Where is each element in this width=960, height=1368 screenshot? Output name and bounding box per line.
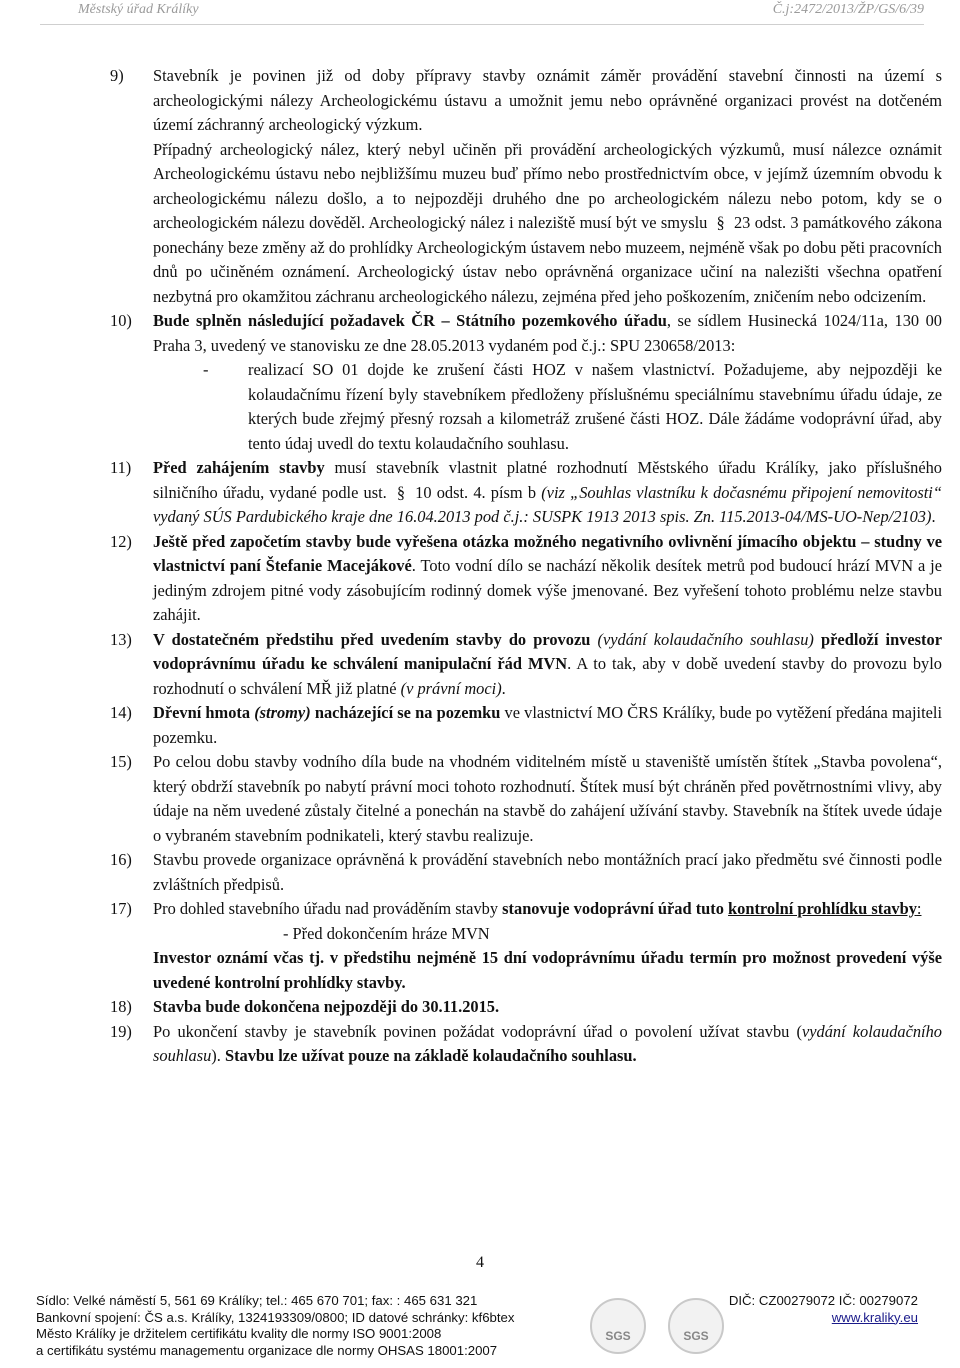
page-number: 4 [476,1254,484,1271]
condition-13 [110,628,942,702]
paragraph-sign: § [716,213,725,232]
condition-10 [110,309,942,358]
paragraph-sign: § [396,482,406,502]
sgs-certification-seal-logo: SGS [668,1298,724,1354]
item-number: 11) [110,458,132,477]
condition-15 [110,750,942,848]
footer-bank: Bankovní spojení: ČS a.s. Králíky, 1324193309/0800; ID datové schránky: kf6btex [36,1309,515,1325]
inspection-notice: Investor oznámí včas tj. v předstihu nejméně 15 dní vodoprávnímu úřadu termín pro možnost provedení výše uvedené kontrolní prohlídky stavby. [153,948,942,992]
item-text: Před zahájením stavby musí stavebník vlastnit platné rozhodnutí Městského úřadu Králíky, jako příslušného silničního úřadu, vydané podle ust. § 10 odst. 4. písm b (viz „Souhlas vlastníku k dočasnému připojení nemovitosti“ vydaný SÚS Pardubického kraje dne 16.04.2013 pod č.j.: SUSPK 1913 2013 spis. Zn. 115.2013-04/MS-UO-Nep/2103). [153,458,942,526]
item-text: V dostatečném předstihu před uvedením stavby do provozu (vydání kolaudačního souhlasu) předloží investor vodoprávnímu úřadu ke schválení manipulační řád MVN. A to tak, aby v době uvedení stavby do provozu bylo rozhodnutí o schválení MŘ již platné (v právní moci). [153,629,942,698]
item-text: Pro dohled stavebního úřadu nad prováděním stavby stanovuje vodoprávní úřad tuto kontrolní prohlídku stavby: [153,899,922,918]
sgs-certification-seal-logo: SGS [590,1298,646,1354]
dash-marker: - [203,360,209,379]
condition-16 [110,848,942,897]
footer-ohsas-certificate: a certifikátu systému managementu organizace dle normy OHSAS 18001:2007 [36,1342,498,1358]
item-number: 14) [110,703,132,722]
item-text: Stavba bude dokončena nejpozději do 30.11.2015. [153,997,500,1016]
condition-19 [110,1020,942,1069]
condition-10-subitem [110,358,942,456]
item-text: Po ukončení stavby je stavebník povinen požádat vodoprávní úřad o povolení užívat stavbu (vydání kolaudačního souhlasu). Stavbu lze užívat pouze na základě kolaudačního souhlasu. [153,1021,942,1065]
footer-tax-ids: DIČ: CZ00279072 IČ: 00279072 [728,1293,918,1308]
item-text-continued: Případný archeologický nález, který nebyl učiněn při provádění archeologických výzkumů, musí nálezce oznámit Archeologickému ústavu nebo nejbližšímu muzeu buď přímo nebo prostřednictvím obce, v jejímž územním obvodu k archeologickému nálezu došlo, a to nejpozději druhého dne po archeologickém nálezu nebo potom, kdy se o archeologickém nálezu dověděl. Archeologický nález i naleziště musí být ve smyslu § 23 odst. 3 památkového zákona ponechány beze změny až do prohlídky Archeologickým ústavem nebo muzeem, nejméně však po dobu pěti pracovních dnů po učiněném oznámení. Archeologický ústav nebo oprávněná organizace učiní na nalezišti všechna opatření nezbytná pro okamžitou záchranu archeologického nálezu, zejména před jeho poškozením, zničením nebo odcizením. [153,139,942,306]
item-number: 19) [110,1021,132,1041]
item-text: Ještě před započetím stavby bude vyřešena otázka možného negativního ovlivnění jímacího objektu – studny ve vlastnictví paní Štefanie Macejákové. Toto vodní dílo se nachází několik desítek metrů pod budoucí hrází MVN a je jediným zdrojem pitné vody zásobujícím rodinný domek výše jmenované. Bez vyřešení tohoto problému nelze stavbu zahájit. [153,531,942,624]
item-number: 15) [110,752,132,771]
condition-11 [110,456,942,530]
item-text: Stavbu provede organizace oprávněná k provádění stavebních nebo montážních prací jako předmětu své činnosti podle zvláštních předpisů. [153,850,942,894]
item-number: 10) [110,311,132,330]
condition-18 [110,995,942,1020]
item-number: 16) [110,850,132,869]
footer-iso-certificate: Město Králíky je držitelem certifikátu kvality dle normy ISO 9001:2008 [36,1326,442,1341]
inspection-milestone: - Před dokončením hráze MVN [283,923,490,943]
item-text: Po celou dobu stavby vodního díla bude na vhodném viditelném místě u staveniště umístěn štítek „Stavba povolena“, který obdrží stavebník po nabytí právní moci tohoto rozhodnutí. Štítek musí být chráněn před povětrnostními vlivy, aby údaje na něm uvedené zůstaly čitelné a ponechán na stavbě do zahájení užívání stavby. Stavebník na štítek uvede údaje o vybraném stavebním podnikateli, který stavbu realizuje. [153,752,942,845]
website-link[interactable]: www.kraliky.eu [831,1309,918,1325]
header-office: Městský úřad Králíky [78,2,199,17]
subitem-text: realizací SO 01 dojde ke zrušení části HOZ v našem vlastnictví. Požadujeme, aby nejpozději ke kolaudačnímu řízení byly stavebníkem předloženy příslušnému speciálnímu stavebnímu úřadu údaje, ze kterých bude zřejmý přesný rozsah a kilometráž zrušené části HOZ. Dále žádáme vodoprávní úřad, aby tento údaj uvedl do textu kolaudačního souhlasu. [248,360,942,453]
item-text: Bude splněn následující požadavek ČR – Státního pozemkového úřadu, se sídlem Husinecká 1024/11a, 130 00 Praha 3, uvedený ve stanovisku ze dne 28.05.2013 vydaném pod č.j.: SPU 230658/2013: [153,311,942,355]
item-text: Dřevní hmota (stromy) nacházející se na pozemku ve vlastnictví MO ČRS Králíky, bude po vytěžení předána majiteli pozemku. [153,703,943,747]
item-number: 17) [110,899,132,918]
footer-address: Sídlo: Velké náměstí 5, 561 69 Králíky; tel.: 465 670 701; fax: : 465 631 321 [36,1293,478,1308]
item-number: 13) [110,629,132,649]
page-footer [36,1293,940,1359]
conditions-list [110,64,942,1069]
condition-12 [110,530,942,628]
condition-14 [110,701,942,750]
header-reference: Č.j:2472/2013/ŽP/GS/6/39 [772,2,924,17]
item-number: 9) [110,66,124,85]
page-header [78,2,924,24]
item-number: 18) [110,997,132,1016]
item-text: Stavebník je povinen již od doby přípravy stavby oznámit záměr provádění stavební činnosti na území s archeologickými nálezy Archeologickému ústavu a umožnit jemu nebo oprávněné organizaci provést na dotčeném území záchranný archeologický výzkum. [153,66,942,134]
header-divider [40,24,924,25]
item-number: 12) [110,531,132,551]
condition-9 [110,64,942,309]
condition-17 [110,897,942,995]
